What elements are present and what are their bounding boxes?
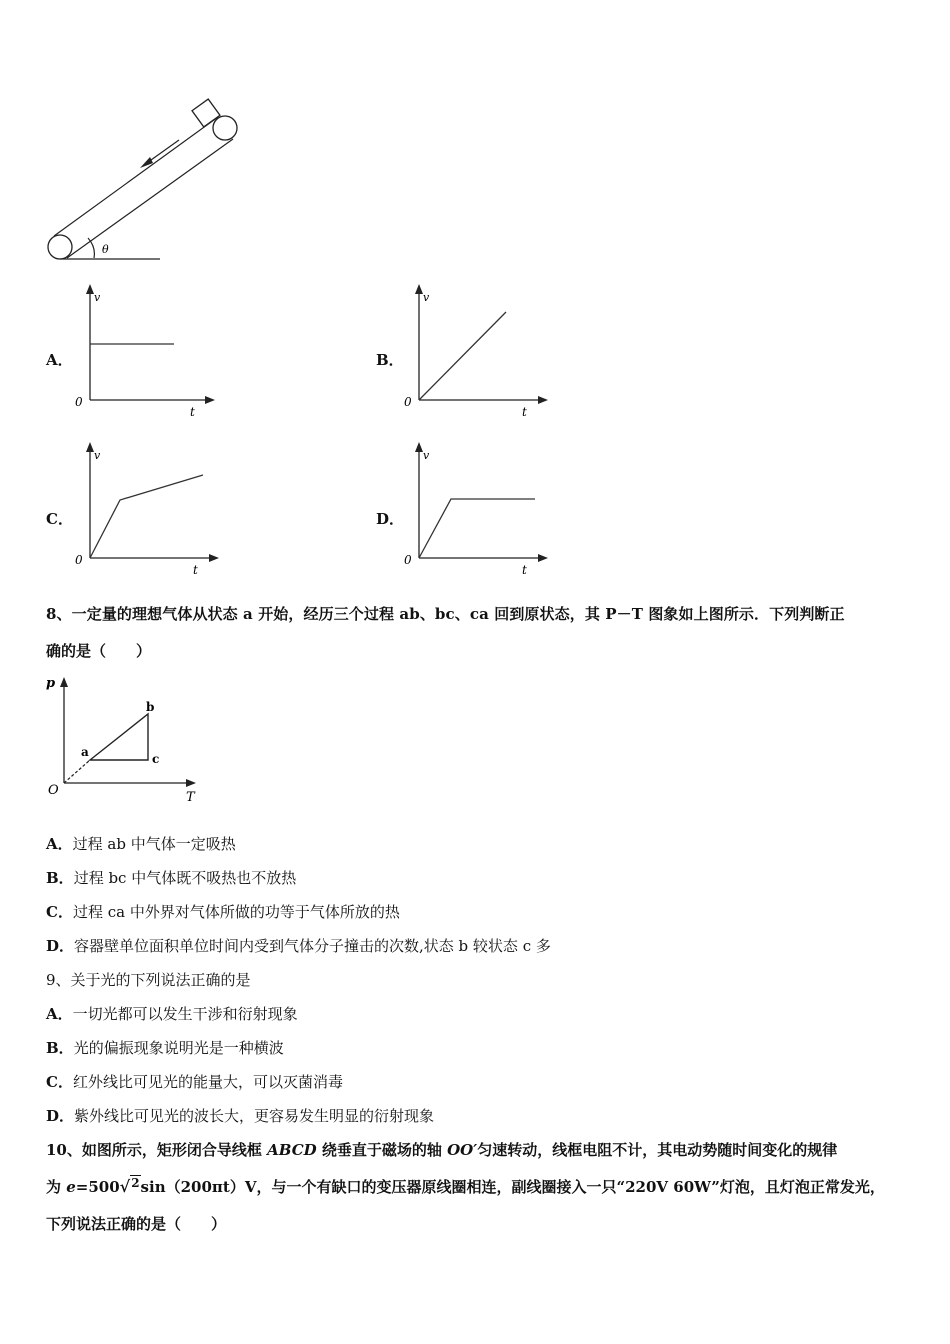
q8-option-b: B．过程 bc 中气体既不吸热也不放热 (46, 869, 297, 887)
q9-option-b: B．光的偏振现象说明光是一种横波 (46, 1039, 284, 1057)
graph-c-line (90, 475, 203, 558)
origin-o: O (48, 783, 59, 798)
q8-option-c: C．过程 ca 中外界对气体所做的功等于气体所放的热 (46, 903, 400, 921)
graph-b-line (419, 312, 506, 400)
block (192, 99, 220, 127)
q8-option-d: D．容器壁单位面积单位时间内受到气体分子撞击的次数,状态 b 较状态 c 多 (46, 937, 551, 955)
q10-stem-line3: 下列说法正确的是（ ） (46, 1215, 227, 1233)
graph-d-line (419, 499, 535, 558)
graph-c (70, 440, 230, 580)
q8-stem-line1: 8、一定量的理想气体从状态 a 开始，经历三个过程 ab、bc、ca 回到原状态，其 P－T 图象如上图所示．下列判断正 (46, 605, 845, 623)
q9-option-d: D．紫外线比可见光的波长大，更容易发生明显的衍射现象 (46, 1107, 435, 1125)
option-d-label: D． (376, 510, 405, 528)
q10-stem-line2: 为 e=500√$^2$sin（200πt）V，与一个有缺口的变压器原线圈相连，副线圈接入一只“220V 60W”灯泡，且灯泡正常发光， (46, 1176, 885, 1196)
dashed-extension (64, 760, 90, 783)
belt-bottom-edge (67, 139, 233, 258)
graph-a (70, 282, 230, 422)
option-c-label: C． (46, 510, 73, 528)
point-c: c (152, 752, 160, 766)
q10-stem-line1: 10、如图所示，矩形闭合导线框 ABCD 绕垂直于磁场的轴 OO′匀速转动，线框电阻不计，其电动势随时间变化的规律 (46, 1141, 838, 1159)
cycle-triangle (90, 714, 148, 760)
svg-text:v: v (94, 449, 101, 462)
axis-t: T (186, 790, 195, 805)
roller-bottom (48, 235, 72, 259)
svg-text:0: 0 (404, 395, 412, 409)
svg-text:t: t (522, 563, 527, 577)
point-b: b (146, 700, 155, 714)
q8-option-a: A．过程 ab 中气体一定吸热 (46, 835, 236, 853)
svg-text:0: 0 (404, 553, 412, 567)
axis-p: p (46, 676, 56, 691)
option-b-label: B． (376, 351, 404, 369)
q9-option-c: C．红外线比可见光的能量大，可以灭菌消毒 (46, 1073, 343, 1091)
pt-diagram (40, 670, 210, 810)
svg-text:0: 0 (75, 553, 83, 567)
svg-text:v: v (423, 291, 430, 304)
option-a-label: A． (46, 351, 73, 369)
svg-text:v: v (94, 291, 101, 304)
belt-top-edge (54, 117, 218, 236)
incline-figure (40, 95, 260, 270)
graph-d (399, 440, 559, 580)
q8-stem-line2: 确的是（ ） (46, 642, 152, 660)
q9-option-a: A．一切光都可以发生干涉和衍射现象 (46, 1005, 298, 1023)
svg-text:t: t (193, 563, 198, 577)
angle-label: θ (102, 243, 109, 256)
svg-text:0: 0 (75, 395, 83, 409)
roller-top (213, 116, 237, 140)
graph-b (399, 282, 559, 422)
sqrt-symbol: √$^2$ (119, 1176, 140, 1196)
svg-text:t: t (190, 405, 195, 419)
motion-arrow (140, 140, 179, 168)
svg-text:t: t (522, 405, 527, 419)
point-a: a (81, 745, 89, 759)
q9-stem: 9、关于光的下列说法正确的是 (46, 971, 251, 989)
svg-text:v: v (423, 449, 430, 462)
